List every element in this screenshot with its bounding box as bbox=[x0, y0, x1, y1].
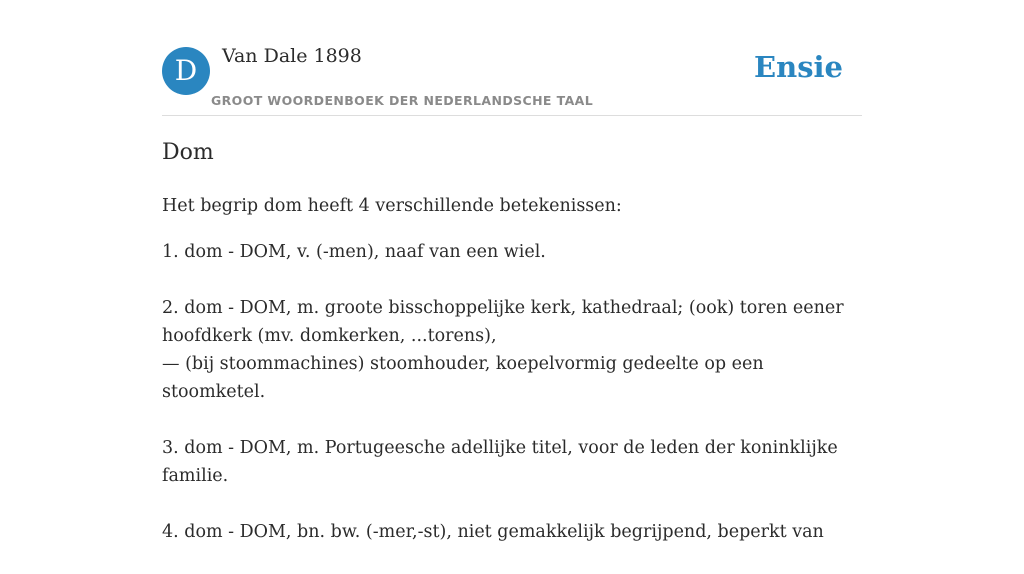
ensie-logo[interactable]: Ensie bbox=[754, 50, 843, 84]
meaning-line: 3. dom - DOM, m. Portugeesche adellijke titel, voor de leden der koninklijke familie. bbox=[162, 438, 838, 486]
entry-content bbox=[162, 192, 862, 574]
meaning-1 bbox=[162, 238, 862, 266]
meaning-3 bbox=[162, 434, 862, 490]
dictionary-subtitle: GROOT WOORDENBOEK DER NEDERLANDSCHE TAAL bbox=[211, 93, 594, 108]
meaning-line: 2. dom - DOM, m. groote bisschoppelijke kerk, kathedraal; (ook) toren eener hoofdkerk (mv. domkerken, ...torens), bbox=[162, 298, 844, 346]
meaning-line: 1. dom - DOM, v. (-men), naaf van een wiel. bbox=[162, 242, 546, 262]
meaning-4 bbox=[162, 518, 862, 546]
meaning-line: — (bij stoommachines) stoomhouder, koepelvormig gedeelte op een stoomketel. bbox=[162, 354, 764, 402]
meaning-line: 4. dom - DOM, bn. bw. (-mer,-st), niet gemakkelijk begrijpend, beperkt van bbox=[162, 522, 824, 542]
meaning-2 bbox=[162, 294, 862, 406]
dictionary-title[interactable]: Van Dale 1898 bbox=[222, 45, 362, 67]
dictionary-logo[interactable]: D bbox=[162, 47, 210, 95]
header-divider bbox=[162, 115, 862, 116]
entry-word-title: Dom bbox=[162, 140, 214, 165]
entry-intro: Het begrip dom heeft 4 verschillende betekenissen: bbox=[162, 196, 622, 216]
